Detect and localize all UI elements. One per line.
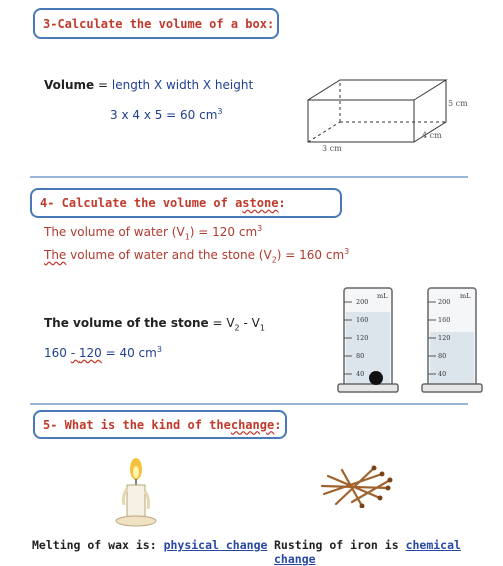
cyl1-tick-200: 200 <box>356 298 369 306</box>
stone-sub1: 1 <box>259 323 265 333</box>
box-front-face <box>308 100 414 142</box>
result-a: 160 <box>44 346 71 360</box>
volume-calc-exp: 3 <box>217 107 223 116</box>
line2-word: The <box>44 248 67 262</box>
section4-heading-prefix: 4- Calculate the volume of a <box>40 196 243 210</box>
stone-sub2: 2 <box>234 323 240 333</box>
iron-answer-1: chemical <box>405 538 461 552</box>
box-hidden-edge-1 <box>308 122 340 142</box>
section3-heading-text: 3-Calculate the volume of a box: <box>43 16 275 31</box>
formula-equals: = <box>94 78 112 92</box>
stone-volume-result <box>44 345 162 360</box>
volume-label: Volume <box>44 78 95 92</box>
section5-heading-prefix: 5- What is the kind of the <box>43 417 231 432</box>
volume-calc <box>110 107 223 122</box>
stone <box>369 371 383 385</box>
box-width-label: 4 cm <box>422 131 442 140</box>
line1-prefix: The volume of water (V <box>44 225 185 239</box>
line2-mid: ) = 160 cm <box>276 248 345 262</box>
section4-heading-word: stone <box>242 196 279 210</box>
line1-exp: 3 <box>257 224 263 233</box>
result-b: 120 <box>78 346 102 360</box>
cyl2-tick-160: 160 <box>438 316 451 324</box>
line2-rest: volume of water and the stone (V <box>66 248 272 262</box>
iron-statement <box>274 538 503 566</box>
wax-label: Melting of wax is: <box>32 538 164 552</box>
cyl2-unit: mL <box>460 292 471 300</box>
cyl2-tick-200: 200 <box>438 298 451 306</box>
section3-heading <box>33 8 279 39</box>
divider-1 <box>30 176 468 178</box>
section4-heading <box>30 188 342 218</box>
section5-heading <box>33 410 287 439</box>
stone-volume-formula <box>44 316 265 332</box>
rusty-nails-illustration <box>316 464 394 508</box>
wax-statement <box>32 538 267 552</box>
water-volume-line <box>44 224 262 241</box>
cyl1-tick-120: 120 <box>356 334 369 342</box>
section5-heading-word: change <box>230 417 275 432</box>
volume-formula <box>44 78 253 92</box>
wax-answer: physical change <box>163 538 268 552</box>
box-diagram <box>296 72 503 156</box>
cylinder-1 <box>338 288 398 392</box>
section4-heading-suffix: : <box>278 196 286 210</box>
cyl1-tick-40: 40 <box>356 370 365 378</box>
cyl2-tick-80: 80 <box>438 352 447 360</box>
stone-eq: = V <box>208 316 235 330</box>
line1-mid: ) = 120 cm <box>189 225 258 239</box>
wax-puddle <box>116 516 156 526</box>
iron-answer-2: change <box>274 552 316 566</box>
divider-2 <box>30 403 468 405</box>
line2-sub: 2 <box>271 255 277 265</box>
melting-candle-illustration <box>112 455 168 529</box>
cyl2-tick-120: 120 <box>438 334 451 342</box>
volume-calc-text: 3 x 4 x 5 = 60 cm <box>110 108 218 122</box>
result-exp: 3 <box>156 345 162 354</box>
stone-volume-label: The volume of the stone <box>44 316 209 330</box>
line2-exp: 3 <box>344 247 350 256</box>
box-top-face <box>308 80 446 100</box>
box-height-label: 5 cm <box>448 99 468 108</box>
cyl1-unit: mL <box>377 292 388 300</box>
water-stone-volume-line <box>44 247 349 264</box>
candle-body <box>127 485 145 519</box>
cyl2-tick-40: 40 <box>438 370 447 378</box>
result-c: = 40 cm <box>101 346 157 360</box>
line1-sub: 1 <box>184 232 190 242</box>
box-length-label: 3 cm <box>322 144 342 153</box>
graduated-cylinders <box>330 282 500 400</box>
cyl1-tick-160: 160 <box>356 316 369 324</box>
cyl1-tick-80: 80 <box>356 352 365 360</box>
formula-rhs: length X width X height <box>111 78 254 92</box>
section5-heading-suffix: : <box>274 417 282 432</box>
iron-label: Rusting of iron is <box>274 538 406 552</box>
stone-minus: - V <box>239 316 260 330</box>
result-minus: - <box>70 346 79 360</box>
cylinder-2 <box>422 288 482 392</box>
